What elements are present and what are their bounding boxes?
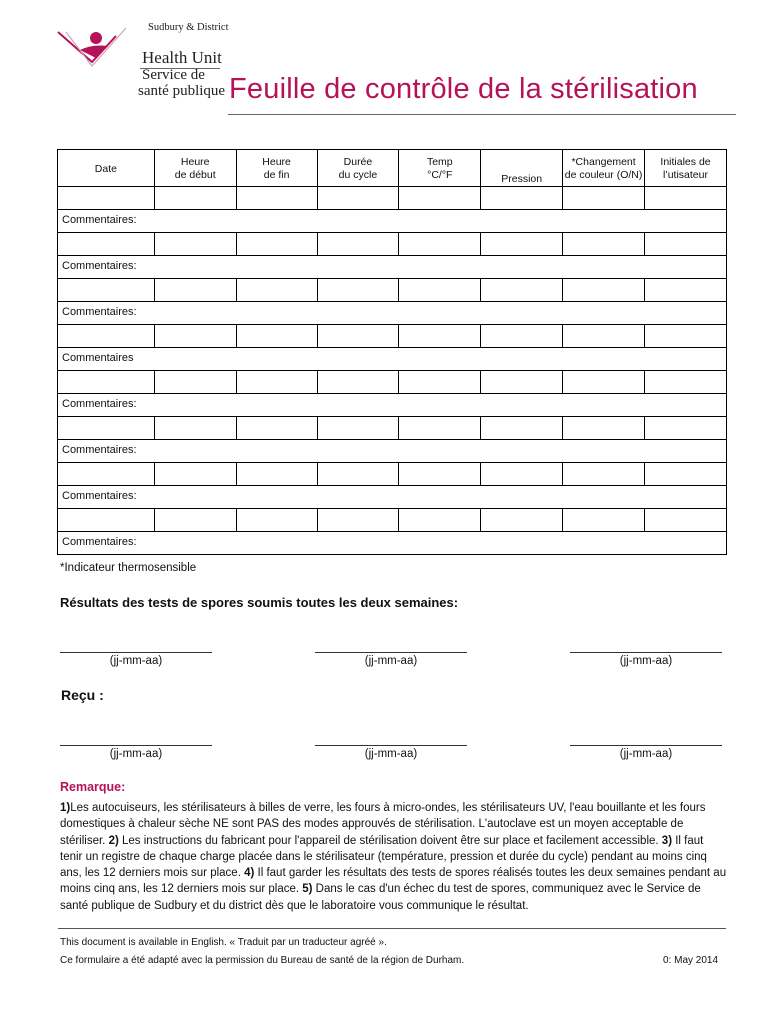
table-header-row	[58, 150, 727, 187]
comment-row	[58, 440, 727, 463]
table-cell[interactable]	[563, 325, 645, 348]
table-cell[interactable]	[645, 463, 727, 486]
table-row	[58, 325, 727, 348]
table-row	[58, 371, 727, 394]
table-cell[interactable]	[481, 509, 563, 532]
spore-date-line-1[interactable]	[60, 652, 212, 653]
table-cell[interactable]	[399, 233, 481, 256]
comment-cell[interactable]: Commentaires:	[58, 394, 727, 417]
health-unit-logo	[56, 20, 229, 110]
received-date-label-3: (jj-mm-aa)	[619, 748, 673, 760]
remarque-text	[60, 800, 728, 914]
spore-date-label-1: (jj-mm-aa)	[109, 655, 163, 667]
header-end-time: Heure de fin	[236, 150, 317, 187]
comment-cell[interactable]: Commentaires:	[58, 210, 727, 233]
table-cell[interactable]	[481, 371, 563, 394]
table-cell[interactable]	[645, 325, 727, 348]
remarque-number: 4)	[244, 867, 255, 880]
header-pressure: Pression	[481, 150, 563, 187]
table-cell[interactable]	[399, 463, 481, 486]
header-temperature: Temp °C/°F	[399, 150, 481, 187]
remarque-number: 2)	[108, 834, 119, 847]
received-date-label-2: (jj-mm-aa)	[364, 748, 418, 760]
table-cell[interactable]	[58, 279, 155, 302]
header-user-initials: Initiales de l’utisateur	[645, 150, 727, 187]
comment-row	[58, 210, 727, 233]
table-cell[interactable]	[236, 279, 317, 302]
table-cell[interactable]	[58, 371, 155, 394]
comment-cell[interactable]: Commentaires:	[58, 486, 727, 509]
footer-version: 0: May 2014	[663, 955, 719, 966]
logo-line-4: santé publique	[138, 83, 226, 99]
table-cell[interactable]	[645, 187, 727, 210]
table-cell[interactable]	[154, 233, 236, 256]
received-date-label-1: (jj-mm-aa)	[109, 748, 163, 760]
table-row	[58, 509, 727, 532]
comment-cell[interactable]: Commentaires:	[58, 532, 727, 555]
received-date-line-1[interactable]	[60, 745, 212, 746]
table-cell[interactable]	[563, 509, 645, 532]
table-cell[interactable]	[317, 187, 399, 210]
table-cell[interactable]	[563, 463, 645, 486]
received-date-line-2[interactable]	[315, 745, 467, 746]
table-row	[58, 417, 727, 440]
table-cell[interactable]	[481, 463, 563, 486]
comment-row	[58, 348, 727, 371]
logo-line-3: Service de	[142, 67, 205, 83]
comment-cell[interactable]: Commentaires:	[58, 256, 727, 279]
spores-results-heading: Résultats des tests de spores soumis toutes les deux semaines:	[60, 595, 459, 610]
table-cell[interactable]	[154, 325, 236, 348]
table-cell[interactable]	[399, 187, 481, 210]
table-cell[interactable]	[645, 371, 727, 394]
remarque-item-text: Les instructions du fabricant pour l'appareil de stérilisation doivent être sur place et facilement accessible.	[118, 834, 662, 847]
table-cell[interactable]	[399, 417, 481, 440]
received-date-line-3[interactable]	[570, 745, 722, 746]
remarque-item-text: Dans le cas d'un échec du test de spores, communiquez avec le Service de santé publique de Sudbury et du district dès que le laboratoire vous communique le résultat.	[60, 883, 701, 912]
table-cell[interactable]	[399, 325, 481, 348]
spore-date-label-2: (jj-mm-aa)	[364, 655, 418, 667]
header-color-change: *Changement de couleur (O/N)	[563, 150, 645, 187]
table-cell[interactable]	[154, 463, 236, 486]
table-cell[interactable]	[154, 509, 236, 532]
header-start-time: Heure de début	[154, 150, 236, 187]
table-cell[interactable]	[399, 279, 481, 302]
table-cell[interactable]	[481, 325, 563, 348]
received-label: Reçu :	[61, 687, 104, 703]
table-row	[58, 233, 727, 256]
table-cell[interactable]	[399, 509, 481, 532]
comment-row	[58, 532, 727, 555]
table-row	[58, 279, 727, 302]
table-cell[interactable]	[236, 417, 317, 440]
table-cell[interactable]	[154, 417, 236, 440]
table-cell[interactable]	[481, 279, 563, 302]
table-cell[interactable]	[58, 463, 155, 486]
table-cell[interactable]	[58, 187, 155, 210]
table-cell[interactable]	[563, 233, 645, 256]
table-cell[interactable]	[317, 325, 399, 348]
spore-date-line-2[interactable]	[315, 652, 467, 653]
remarque-number: 3)	[661, 834, 673, 847]
table-cell[interactable]	[154, 279, 236, 302]
page-title: Feuille de contrôle de la stérilisation	[229, 73, 698, 105]
remarque-item-text: Il faut tenir un registre de chaque charge placée dans le stérilisateur (température, pression et durée du cycle) pendant au moins cinq ans, les 12 derniers mois sur place.	[60, 834, 707, 880]
table-cell[interactable]	[317, 509, 399, 532]
comment-row	[58, 302, 727, 325]
table-cell[interactable]	[236, 509, 317, 532]
title-divider	[228, 114, 736, 115]
table-cell[interactable]	[645, 279, 727, 302]
table-cell[interactable]	[236, 325, 317, 348]
remarque-number: 5)	[302, 883, 313, 896]
table-cell[interactable]	[317, 233, 399, 256]
sterilization-log-table	[57, 149, 727, 555]
logo-line-2: Health Unit	[142, 48, 222, 67]
table-cell[interactable]	[563, 187, 645, 210]
table-cell[interactable]	[563, 417, 645, 440]
remarque-item-text: Il faut garder les résultats des tests de spores réalisés toutes les deux semaines pendant au moins cinq ans, les 12 derniers mois sur place.	[60, 867, 727, 896]
table-row	[58, 463, 727, 486]
table-cell[interactable]	[645, 509, 727, 532]
table-cell[interactable]	[481, 417, 563, 440]
table-cell[interactable]	[317, 279, 399, 302]
table-cell[interactable]	[236, 371, 317, 394]
comment-cell[interactable]: Commentaires:	[58, 302, 727, 325]
header-date: Date	[58, 150, 155, 187]
thermosensitive-note: *Indicateur thermosensible	[60, 562, 197, 574]
table-cell[interactable]	[317, 371, 399, 394]
table-cell[interactable]	[58, 233, 155, 256]
table-cell[interactable]	[236, 233, 317, 256]
comment-row	[58, 256, 727, 279]
comment-cell[interactable]: Commentaires	[58, 348, 727, 371]
comment-row	[58, 486, 727, 509]
table-cell[interactable]	[481, 187, 563, 210]
table-cell[interactable]	[58, 509, 155, 532]
table-cell[interactable]	[645, 417, 727, 440]
spore-date-label-3: (jj-mm-aa)	[619, 655, 673, 667]
table-cell[interactable]	[236, 187, 317, 210]
table-cell[interactable]	[563, 279, 645, 302]
table-row	[58, 187, 727, 210]
footer-adaptation-notice: Ce formulaire a été adapté avec la permission du Bureau de santé de la région de Durham.	[60, 955, 465, 966]
table-cell[interactable]	[154, 371, 236, 394]
table-cell[interactable]	[317, 463, 399, 486]
logo-figure-icon	[56, 24, 136, 74]
remarque-number: 1)	[60, 802, 71, 814]
comment-row	[58, 394, 727, 417]
logo-line-1: Sudbury & District	[148, 22, 229, 33]
table-cell[interactable]	[563, 371, 645, 394]
footer-english-notice: This document is available in English. « Traduit par un traducteur agréé ».	[60, 937, 387, 948]
remarque-item-text: Les autocuiseurs, les stérilisateurs à billes de verre, les fours à micro-ondes, les stérilisateurs UV, l'eau bouillante et les fours domestiques à chaleur sèche NE sont PAS des modes approuvés de stérilisation. L'autoclave est un moyen acceptable de stériliser.	[60, 802, 706, 847]
table-cell[interactable]	[399, 371, 481, 394]
table-cell[interactable]	[58, 325, 155, 348]
table-cell[interactable]	[645, 233, 727, 256]
table-cell[interactable]	[154, 187, 236, 210]
comment-cell[interactable]: Commentaires:	[58, 440, 727, 463]
table-cell[interactable]	[317, 417, 399, 440]
table-cell[interactable]	[481, 233, 563, 256]
footer-divider	[58, 928, 726, 929]
spore-date-line-3[interactable]	[570, 652, 722, 653]
header-cycle-duration: Durée du cycle	[317, 150, 399, 187]
table-cell[interactable]	[236, 463, 317, 486]
table-cell[interactable]	[58, 417, 155, 440]
remarque-heading: Remarque:	[60, 780, 126, 794]
